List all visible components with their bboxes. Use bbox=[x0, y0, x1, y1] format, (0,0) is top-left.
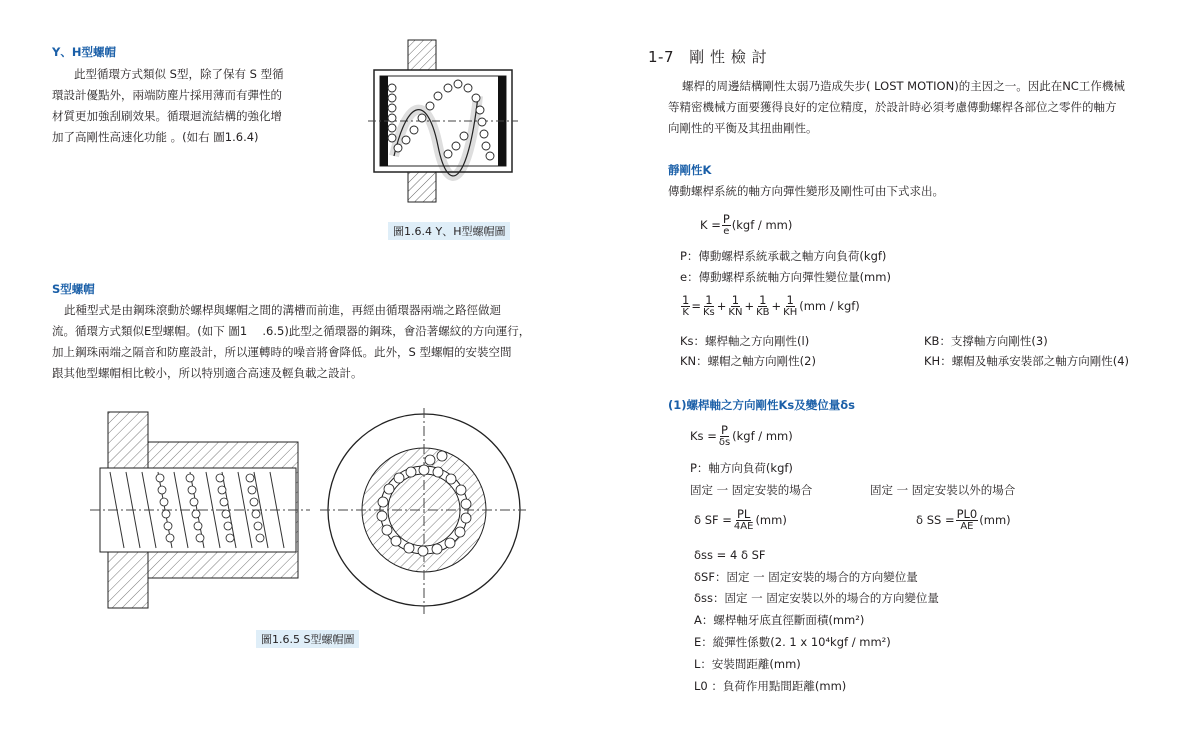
eq-num: PL0 bbox=[956, 507, 978, 521]
yh-nut-title: Y、H型螺帽 bbox=[52, 45, 116, 59]
ks-text: ：螺桿軸之方向剛性(l) bbox=[693, 334, 810, 348]
equation-dss bbox=[916, 508, 1011, 533]
frac-den: KH bbox=[783, 307, 798, 318]
eq-unit: (kgf / mm) bbox=[731, 218, 793, 232]
equation-dsf bbox=[694, 508, 787, 533]
kn-definition bbox=[680, 351, 816, 372]
kh-definition bbox=[924, 351, 1129, 372]
yh-line: 材質更加強刮刷效果。循環迴流結構的強化增 bbox=[52, 109, 282, 123]
eq-unit: (mm) bbox=[979, 513, 1011, 527]
eq-num: P bbox=[722, 212, 730, 226]
frac-den: KN bbox=[728, 307, 743, 318]
frac-num: 1 bbox=[731, 293, 740, 307]
frac-num: 1 bbox=[786, 293, 794, 307]
figure-1-6-5-caption: 圖1.6.5 S型螺帽圖 bbox=[256, 630, 359, 648]
subsection-1-title: (1)螺桿軸之方向剛性Ks及變位量δs bbox=[668, 398, 856, 412]
s-line: 此種型式是由鋼珠滾動於螺桿與螺帽之間的溝槽而前進，再經由循環器兩端之路徑做迴 bbox=[64, 303, 501, 317]
p-definition: P：傳動螺桿系統承載之軸方向負荷(kgf) bbox=[680, 249, 887, 263]
dss-relation: δss = 4 δ SF bbox=[694, 548, 766, 562]
eq-den: δs bbox=[718, 437, 731, 448]
figure-1-6-4-drawing bbox=[368, 36, 518, 208]
intro-line: 等精密機械方面要獲得良好的定位精度，於設計時必須考慮傳動螺桿各部位之零件的軸方 bbox=[668, 100, 1117, 114]
section-title: 剛 性 檢 討 bbox=[689, 48, 768, 66]
eq-den: 4AE bbox=[733, 521, 754, 532]
eq-den: e bbox=[723, 226, 730, 237]
p-definition-2: P：軸方向負荷(kgf) bbox=[690, 461, 793, 475]
kn-symbol: KN bbox=[680, 354, 697, 368]
e-modulus-definition: E：縱彈性係數(2. 1 x 10⁴kgf / mm²) bbox=[694, 635, 891, 649]
equation-stiffness-sum: $\frac{1}{K}$ = $\frac{1}{Ks}$ + $\frac{1}{KN}$ + $\frac{1}{KB}$ + $\frac{1}{KH}$ (mm / kgf) bbox=[682, 293, 860, 318]
kh-text: ：螺帽及軸承安裝部之軸方向剛性(4) bbox=[940, 354, 1129, 368]
static-stiffness-desc: 傳動螺桿系統的軸方向彈性變形及剛性可由下式求出。 bbox=[668, 184, 944, 198]
a-definition: A：螺桿軸牙底直徑斷面積(mm²) bbox=[694, 613, 865, 627]
frac-den: KB bbox=[756, 307, 770, 318]
s-line: 加上鋼珠兩端之隔音和防塵設計，所以運轉時的噪音將會降低。此外，S 型螺帽的安裝空間 bbox=[52, 345, 512, 359]
eq-lhs: δ SS = bbox=[916, 513, 955, 527]
l0-definition: L0 ：負荷作用點間距離(mm) bbox=[694, 679, 847, 693]
kn-text: ：螺帽之軸方向剛性(2) bbox=[696, 354, 816, 368]
section-heading bbox=[648, 46, 767, 67]
intro-line: 向剛性的平衡及其扭曲剛性。 bbox=[668, 121, 818, 135]
frac-num: 1 bbox=[705, 293, 713, 307]
figure-1-6-5-drawing bbox=[90, 402, 530, 622]
s-line: 跟其他型螺帽相比較小，所以特別適合高速及輕負載之設計。 bbox=[52, 366, 363, 380]
s-line: 流。循環方式類似E型螺帽。(如下 圖1 .6.5)此型之循環器的鋼珠，會沿著螺紋的方向運行， bbox=[52, 324, 531, 338]
yh-line: 此型循環方式類似 S型，除了保有 S 型循 bbox=[74, 67, 284, 81]
eq-lhs: δ SF = bbox=[694, 513, 732, 527]
kb-text: ：支撐軸方向剛性(3) bbox=[939, 334, 1048, 348]
eq-den: AE bbox=[960, 521, 974, 532]
fixed-other-label: 固定 一 固定安裝以外的場合 bbox=[870, 483, 1016, 497]
eq-lhs: Ks = bbox=[690, 429, 717, 443]
eq-unit: (kgf / mm) bbox=[732, 429, 793, 443]
eq-num: P bbox=[721, 423, 728, 437]
equation-ks bbox=[690, 424, 793, 449]
frac-num: 1 bbox=[759, 293, 767, 307]
yh-line: 加了高剛性高速化功能 。(如右 圖1.6.4) bbox=[52, 130, 259, 144]
frac-den: Ks bbox=[702, 307, 715, 318]
eq-unit: (mm) bbox=[755, 513, 787, 527]
ks-symbol: Ks bbox=[680, 334, 694, 348]
kb-definition bbox=[924, 331, 1048, 352]
yh-nut-paragraph bbox=[52, 64, 284, 148]
dsf-definition: δSF：固定 一 固定安裝的場合的方向變位量 bbox=[694, 570, 918, 584]
section-number: 1-7 bbox=[648, 48, 674, 66]
figure-1-6-4-caption: 圖1.6.4 Y、H型螺帽圖 bbox=[388, 222, 510, 240]
intro-paragraph bbox=[668, 76, 1125, 139]
ks-definition bbox=[680, 331, 809, 352]
static-stiffness-title: 靜剛性K bbox=[668, 163, 712, 177]
frac-den: K bbox=[682, 307, 689, 318]
fixed-fixed-label: 固定 一 固定安裝的場合 bbox=[690, 483, 813, 497]
kh-symbol: KH bbox=[924, 354, 941, 368]
s-nut-title: S型螺帽 bbox=[52, 282, 95, 296]
kb-symbol: KB bbox=[924, 334, 940, 348]
eq-num: PL bbox=[737, 507, 751, 521]
frac-num: 1 bbox=[682, 293, 690, 307]
eq-lhs: K = bbox=[700, 218, 721, 232]
e-definition: e：傳動螺桿系統軸方向彈性變位量(mm) bbox=[680, 270, 891, 284]
equation-k bbox=[700, 213, 792, 238]
eq-unit: (mm / kgf) bbox=[799, 299, 860, 313]
intro-line: 螺桿的周邊結構剛性太弱乃造成失步( LOST MOTION)的主因之一。因此在NC工作機械 bbox=[682, 79, 1125, 93]
l-definition: L：安裝間距離(mm) bbox=[694, 657, 801, 671]
yh-line: 環設計優點外，兩端防塵片採用薄而有彈性的 bbox=[52, 88, 282, 102]
s-nut-paragraph bbox=[52, 300, 530, 384]
dss-definition: δss：固定 一 固定安裝以外的場合的方向變位量 bbox=[694, 591, 939, 605]
